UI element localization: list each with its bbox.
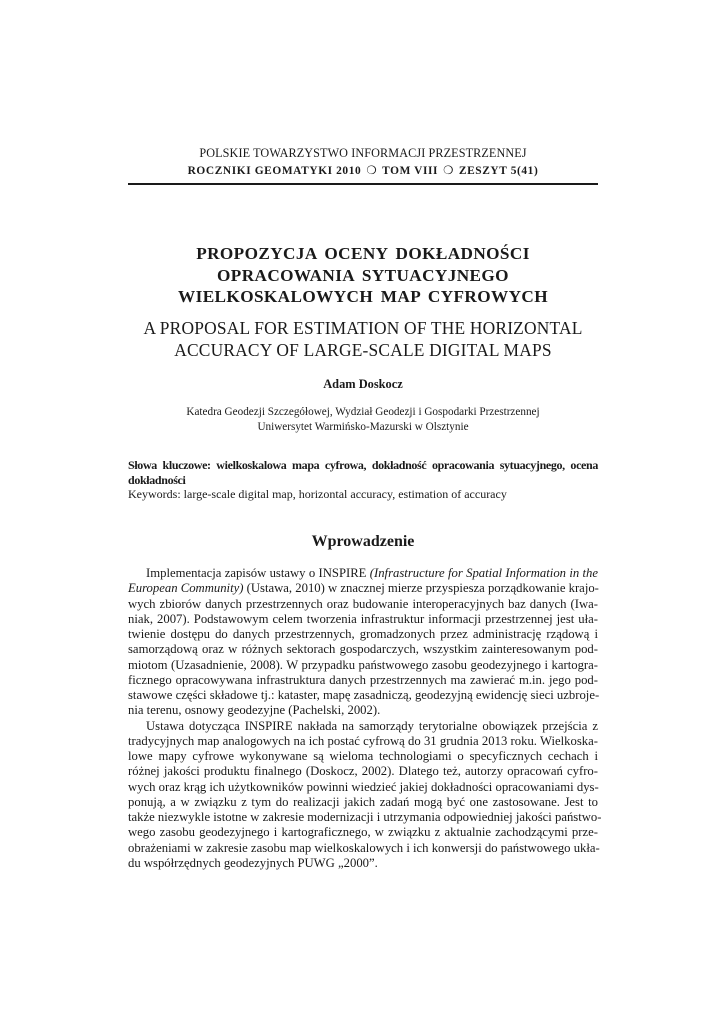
journal-line xyxy=(128,163,598,177)
circle-separator-icon: ❍ xyxy=(366,165,378,177)
body-italic-text: European Community) xyxy=(128,581,244,596)
society-name: POLSKIE TOWARZYSTWO INFORMACJI PRZESTRZENNEJ xyxy=(199,146,527,160)
body-line xyxy=(128,581,598,596)
body-text-segment: miotom (Uzasadnienie, 2008). W przypadku państwowego zasobu geodezyjnego i kartogra- xyxy=(128,657,598,672)
affiliation-line: Uniwersytet Warmińsko-Mazurski w Olsztynie xyxy=(257,420,469,433)
body-line xyxy=(128,749,598,764)
body-text-segment: samorządową oraz w różnych sektorach gospodarczych, wszystkim zainteresowanym pod- xyxy=(128,642,598,657)
body-text-segment: twienie dostępu do danych przestrzennych, gromadzonych przez administrację rządową i xyxy=(128,627,598,641)
title-polish-line: WIELKOSKALOWYCH MAP CYFROWYCH xyxy=(178,287,548,306)
body-text-segment: różnej jakości produktu finalnego (Doskocz, 2002). Dlatego też, autorzy opracowań cyfro- xyxy=(128,764,598,779)
body-text-segment: du współrzędnych geodezyjnych PUWG „2000”. xyxy=(128,855,378,870)
body-line xyxy=(128,566,598,581)
body-line xyxy=(128,795,598,810)
title-english xyxy=(100,318,626,361)
title-english-line: A PROPOSAL FOR ESTIMATION OF THE HORIZONTAL xyxy=(143,318,583,338)
body-text-segment: tradycyjnych map analogowych na ich postać cyfrową do 31 grudnia 2013 roku. Wielkoska- xyxy=(128,733,598,748)
keywords-english: Keywords: large-scale digital map, horizontal accuracy, estimation of accuracy xyxy=(128,487,507,501)
affiliation xyxy=(128,405,598,434)
circle-separator-icon: ❍ xyxy=(443,165,454,177)
body-line xyxy=(128,642,598,657)
body-text-segment: (Ustawa, 2010) w znacznej mierze przyspiesza porządkowanie krajo- xyxy=(243,581,599,596)
body-line xyxy=(128,719,598,734)
title-polish xyxy=(100,243,626,308)
title-polish-line: PROPOZYCJA OCENY DOKŁADNOŚCI xyxy=(196,244,530,263)
body-text-segment: Ustawa dotycząca INSPIRE nakłada na samorządy terytorialne obowiązek przejścia z xyxy=(146,718,598,733)
body-text-segment: wych zbiorów danych przestrzennych oraz budowanie interoperacyjnych baz danych (Iwa- xyxy=(128,596,598,611)
body-line xyxy=(128,627,598,642)
volume-label: TOM VIII xyxy=(382,165,439,177)
body-line xyxy=(128,688,598,703)
body-text-segment: wego zasobu geodezyjnego i kartograficznego, w związku z aktualnie zachodzącymi prze- xyxy=(128,825,598,840)
body-text-segment: nia terenu, osnowy geodezyjne (Pachelski, 2002). xyxy=(128,703,381,718)
body-line xyxy=(128,780,598,795)
author-name: Adam Doskocz xyxy=(323,377,403,391)
section-heading: Wprowadzenie xyxy=(311,533,415,550)
body-text-segment: lowe mapy cyfrowe wykonywane są wieloma technologiami o specyficznych cechach i xyxy=(128,749,598,763)
affiliation-line: Katedra Geodezji Szczegółowej, Wydział Geodezji i Gospodarki Przestrzennej xyxy=(186,406,540,418)
body-text-segment: Implementacja zapisów ustawy o INSPIRE xyxy=(146,566,370,580)
body-text-segment: obrażeniami w zakresie zasobu map wielkoskalowych i ich konwersji do państwowego ukła- xyxy=(128,840,600,855)
header-rule xyxy=(128,183,598,185)
body-text-segment: niak, 2007). Podstawowym celem tworzenia infrastruktur informacji przestrzennej jest uła- xyxy=(128,611,598,626)
body-line xyxy=(128,825,598,840)
body-line xyxy=(128,597,598,612)
body-line xyxy=(128,810,602,825)
body-text-segment: stawowe części składowe tj.: kataster, mapę zasadniczą, geodezyjną ewidencję sieci uzbroje- xyxy=(128,688,600,702)
keywords-block xyxy=(128,458,598,502)
title-english-line: ACCURACY OF LARGE-SCALE DIGITAL MAPS xyxy=(174,339,552,360)
body-line xyxy=(128,734,598,749)
body-line xyxy=(128,856,598,871)
body-text-segment: ficznego opracowywana infrastruktura danych przestrzennych ma zawierać m.in. jego pod- xyxy=(128,672,598,687)
body-text-segment: wych oraz krąg ich użytkowników powinni wiedzieć jakiej dokładności opracowaniami dys- xyxy=(128,779,599,794)
body-line xyxy=(128,658,598,673)
title-polish-line: OPRACOWANIA SYTUACYJNEGO xyxy=(217,265,509,285)
body-italic-text: (Infrastructure for Spatial Information in the xyxy=(369,566,598,580)
body-text-segment: ponują, a w związku z tym do realizacji jakich zadań mogą być one zastosowane. Jest to xyxy=(128,794,598,809)
body-text xyxy=(128,566,602,871)
journal-name: ROCZNIKI GEOMATYKI 2010 xyxy=(187,165,362,177)
body-text-segment: także niezwykle istotne w zakresie modernizacji i utrzymania odpowiedniej jakości państwo- xyxy=(128,810,602,824)
issue-label: ZESZYT 5(41) xyxy=(458,165,539,177)
body-line xyxy=(128,612,598,627)
body-line xyxy=(128,703,598,718)
body-line xyxy=(128,764,598,779)
body-line xyxy=(128,673,598,688)
body-line xyxy=(128,841,598,856)
keywords-polish: Słowa kluczowe: wielkoskalowa mapa cyfrowa, dokładność opracowania sytuacyjnego, ocena dokładności xyxy=(128,458,598,487)
